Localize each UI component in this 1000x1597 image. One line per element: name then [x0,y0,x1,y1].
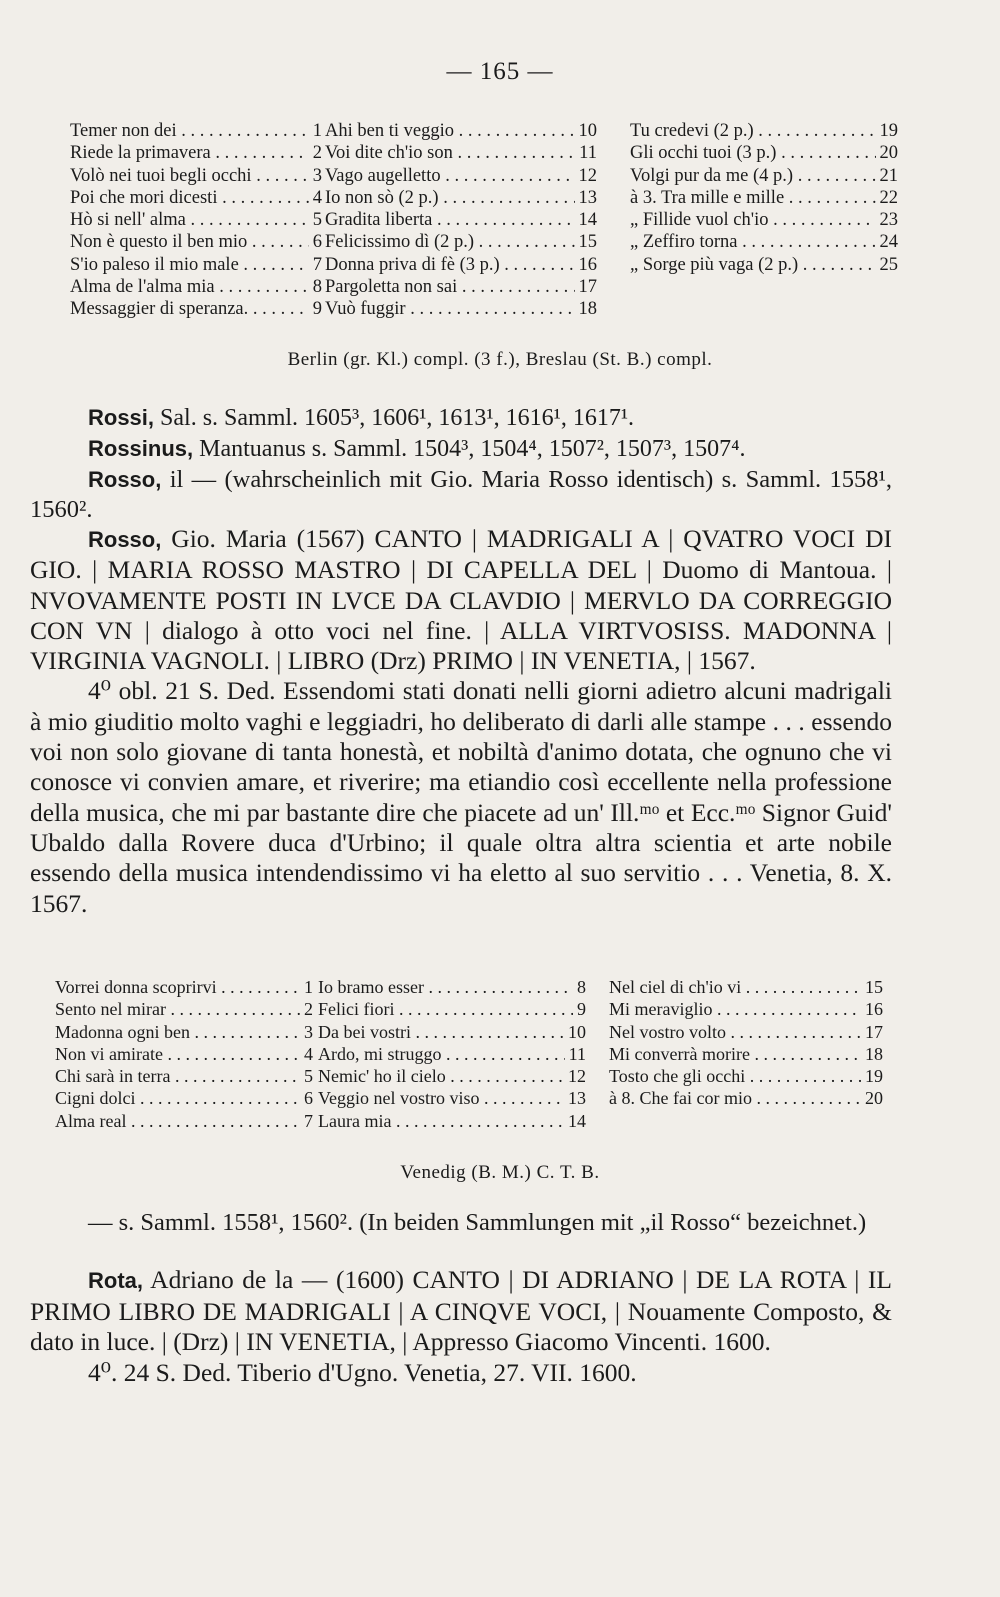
index-entry [609,976,883,998]
index-entry [325,142,597,164]
index-entry [70,187,322,209]
index-entry-title: à 8. Che fai cor mio . . . [609,1087,861,1109]
index-entry [630,187,898,209]
library-holdings-1: Berlin (gr. Kl.) compl. (3 f.), Breslau (St. B.) compl. [287,349,713,370]
entry-rosso-il [30,465,892,525]
index-entry [325,298,597,320]
index-entry-number: 11 [575,142,597,164]
index-entry [325,231,597,253]
index-entry [70,231,322,253]
song-index-1 [70,120,900,325]
index-entry-title: Alma real . . . [55,1110,300,1132]
index-entry [70,165,322,187]
index-entry-title: Donna priva di fè (3 p.) . . . [325,254,575,276]
index-entry-title: Volò nei tuoi begli occhi . . . [70,165,309,187]
index-entry [70,142,322,164]
index-entry [55,976,313,998]
index-entry-title: Non vi amirate . . . [55,1043,300,1065]
page-number: — 165 — [446,58,554,85]
index-entry-title: Voi dite ch'io son . . . [325,142,575,164]
index-entry-number: 20 [861,1087,883,1109]
index-entry-number: 2 [309,142,322,164]
index-entry-title: Tu credevi (2 p.) . . . [630,120,876,142]
index-entry [70,120,322,142]
index-2-column-3 [609,976,883,1110]
song-index-2 [55,976,885,1136]
index-entry-title: Mi meraviglio . . . [609,998,861,1020]
index-entry-number: 15 [861,976,883,998]
index-entry-title: „ Sorge più vaga (2 p.) . . . [630,254,876,276]
index-entry-title: Chi sarà in terra . . . [55,1065,300,1087]
index-entry-number: 22 [876,187,899,209]
index-entry-title: Sento nel mirar . . . [55,998,300,1020]
index-entry-number: 5 [309,209,322,231]
index-entry-number: 7 [300,1110,313,1132]
entry-name: Rota, [88,1268,143,1293]
index-entry [318,1110,586,1132]
index-entry-number: 2 [300,998,313,1020]
index-entry [630,231,898,253]
index-entry [55,1087,313,1109]
index-entry-title: Nel vostro volto . . . [609,1021,861,1043]
index-entry [630,142,898,164]
index-entry [318,1021,586,1043]
index-entry [325,187,597,209]
index-2-column-2 [318,976,586,1132]
index-entry-number: 17 [861,1021,883,1043]
index-entry [609,1065,883,1087]
index-entry [318,1065,586,1087]
index-entry [55,1043,313,1065]
index-entry-title: Vuò fuggir . . . [325,298,575,320]
entry-text: Adriano de la — (1600) CANTO | DI ADRIANO | DE LA ROTA | IL PRIMO LIBRO DE MADRIGALI | A CINQVE VOCI, | Nouamente Composto, & dato in luce. | (Drz) | IN VENETIA, | Appresso Giacomo Vincenti. 1600. [30,1265,892,1356]
index-entry-title: Laura mia . . . [318,1110,564,1132]
index-entry-title: à 3. Tra mille e mille . . . [630,187,876,209]
index-entry-number: 13 [564,1087,586,1109]
index-entry-title: Nel ciel di ch'io vi . . . [609,976,861,998]
entry-rota [30,1265,892,1388]
index-entry-title: Temer non dei . . . [70,120,309,142]
index-entry-title: Tosto che gli occhi . . . [609,1065,861,1087]
index-entry-title: Non è questo il ben mio . . . [70,231,309,253]
index-entry-number: 1 [300,976,313,998]
index-entry-number: 16 [861,998,883,1020]
index-entry [609,1087,883,1109]
index-entry-title: Mi converrà morire . . . [609,1043,861,1065]
index-entry-title: Ardo, mi struggo . . . [318,1043,565,1065]
index-entry-title: S'io paleso il mio male . . . [70,254,309,276]
index-2-column-1 [55,976,313,1132]
index-entry [630,254,898,276]
index-entry-title: Vorrei donna scoprirvi . . . [55,976,300,998]
index-entry-title: Nemic' ho il cielo . . . [318,1065,564,1087]
index-entry-title: Hò si nell' alma . . . [70,209,309,231]
entry-name: Rosso, [88,467,162,492]
index-entry [318,998,586,1020]
index-entry-title: Cigni dolci . . . [55,1087,300,1109]
index-entry-number: 19 [876,120,899,142]
index-entry [325,165,597,187]
index-entry-title: „ Fillide vuol ch'io . . . [630,209,876,231]
index-entry-number: 18 [575,298,598,320]
index-entry-number: 12 [564,1065,586,1087]
entry-name: Rossi, [88,405,155,430]
index-entry-number: 20 [876,142,899,164]
index-entry-number: 14 [575,209,598,231]
index-entry-number: 19 [861,1065,883,1087]
index-1-column-2 [325,120,597,321]
index-entry-title: Veggio nel vostro viso . . . [318,1087,564,1109]
index-entry [318,976,586,998]
entry-rosso-note: — s. Samml. 1558¹, 1560². (In beiden Sammlungen mit „il Rosso“ bezeichnet.) [88,1209,867,1236]
index-entry-title: Riede la primavera . . . [70,142,309,164]
index-entry [609,1043,883,1065]
index-entry-number: 6 [309,231,322,253]
index-entry-title: Pargoletta non sai . . . [325,276,575,298]
index-1-column-3 [630,120,898,276]
index-entry [55,998,313,1020]
index-entry [325,120,597,142]
index-entry-number: 25 [876,254,899,276]
index-entry-title: Felicissimo dì (2 p.) . . . [325,231,575,253]
index-entry-number: 21 [876,165,899,187]
index-entry-number: 10 [564,1021,586,1043]
entry-text: Sal. s. Samml. 1605³, 1606¹, 1613¹, 1616¹, 1617¹. [154,405,635,431]
index-entry-number: 12 [575,165,598,187]
index-entry [70,209,322,231]
entry-text: Gio. Maria (1567) CANTO | MADRIGALI A | QVATRO VOCI DI GIO. | MARIA ROSSO MASTRO | DI CAPELLA DEL | Duomo di Mantoua. | NVOVAMENTE POSTI IN LVCE DA CLAVDIO | MERVLO DA CORREGGIO CON VN | dialogo à otto voci nel fine. | ALLA VIRTVOSISS. MADONNA | VIRGINIA VAGNOLI. | LIBRO (Drz) PRIMO | IN VENETIA, | 1567. [30,524,892,676]
entry-rosso-gio [30,524,892,919]
index-entry-number: 3 [300,1021,313,1043]
index-entry-title: Messaggier di speranza. . . . [70,298,309,320]
index-entry-title: Poi che mori dicesti . . . [70,187,309,209]
entry-rossinus [30,434,892,464]
index-entry-title: Io bramo esser . . . [318,976,573,998]
index-entry [325,209,597,231]
index-entry-number: 9 [573,998,586,1020]
entry-description: 4⁰. 24 S. Ded. Tiberio d'Ugno. Venetia, 27. VII. 1600. [88,1357,637,1387]
entry-text: Mantuanus s. Samml. 1504³, 1504⁴, 1507², 1507³, 1507⁴. [193,436,746,462]
index-entry-number: 16 [575,254,598,276]
library-holdings-2: Venedig (B. M.) C. T. B. [400,1162,600,1183]
index-entry [55,1021,313,1043]
index-entry-title: Alma de l'alma mia . . . [70,276,309,298]
index-entry-number: 3 [309,165,322,187]
index-entry-number: 10 [575,120,598,142]
entry-name: Rossinus, [88,436,194,461]
index-entry [630,120,898,142]
index-entry-number: 17 [575,276,598,298]
index-entry [630,165,898,187]
index-entry-number: 8 [573,976,586,998]
index-entry [55,1110,313,1132]
index-entry-number: 9 [309,298,322,320]
index-entry [609,1021,883,1043]
index-entry-number: 11 [565,1043,586,1065]
index-entry-title: „ Zeffiro torna . . . [630,231,876,253]
index-entry [325,254,597,276]
index-entry-title: Volgi pur da me (4 p.) . . . [630,165,876,187]
index-entry-number: 4 [309,187,322,209]
entry-description: 4⁰ obl. 21 S. Ded. Essendomi stati donati nelli giorni adietro alcuni madrigali à mio giuditio molto vaghi e leggiadri, ho deliberato di darli alle stampe . . . essendo voi non solo giovane di tanta honestà, et nobiltà d'animo dotata, che ognuno che vi conosce vi convien amare, et riverire; ma etiandio così eccellente nella professione della musica, che mi par bastante dire che piacete ad un' Ill.ᵐᵒ et Ecc.ᵐᵒ Signor Guid' Ubaldo dalla Rovere duca d'Urbino; il quale oltra altra scientia et arte nobile essendo della musica intendendissimo vi ha eletto al suo servitio . . . Venetia, 8. X. 1567. [30,676,892,918]
index-entry-number: 13 [575,187,598,209]
index-entry-number: 18 [861,1043,883,1065]
entry-rossi [30,403,892,433]
index-entry-number: 4 [300,1043,313,1065]
index-entry-number: 14 [564,1110,586,1132]
index-entry [70,298,322,320]
index-entry [318,1043,586,1065]
index-entry-number: 8 [309,276,322,298]
index-entry-number: 1 [309,120,322,142]
index-entry-number: 5 [300,1065,313,1087]
index-entry-title: Felici fiori . . . [318,998,573,1020]
index-entry [70,276,322,298]
entry-text: il — (wahrscheinlich mit Gio. Maria Rosso identisch) s. Samml. 1558¹, 1560². [30,466,892,524]
index-entry-number: 23 [876,209,899,231]
index-entry-title: Gradita liberta . . . [325,209,575,231]
index-entry-title: Io non sò (2 p.) . . . [325,187,575,209]
index-entry-number: 15 [575,231,598,253]
entry-name: Rosso, [88,527,162,552]
index-entry [70,254,322,276]
index-entry [318,1087,586,1109]
index-entry-number: 24 [876,231,899,253]
index-entry-title: Ahi ben ti veggio . . . [325,120,575,142]
index-entry [55,1065,313,1087]
index-entry-title: Gli occhi tuoi (3 p.) . . . [630,142,876,164]
index-entry-title: Da bei vostri . . . [318,1021,564,1043]
index-entry [609,998,883,1020]
index-entry-number: 7 [309,254,322,276]
index-entry [630,209,898,231]
index-entry-title: Madonna ogni ben . . . [55,1021,300,1043]
index-entry-title: Vago augelletto . . . [325,165,575,187]
index-entry [325,276,597,298]
index-1-column-1 [70,120,322,321]
index-entry-number: 6 [300,1087,313,1109]
